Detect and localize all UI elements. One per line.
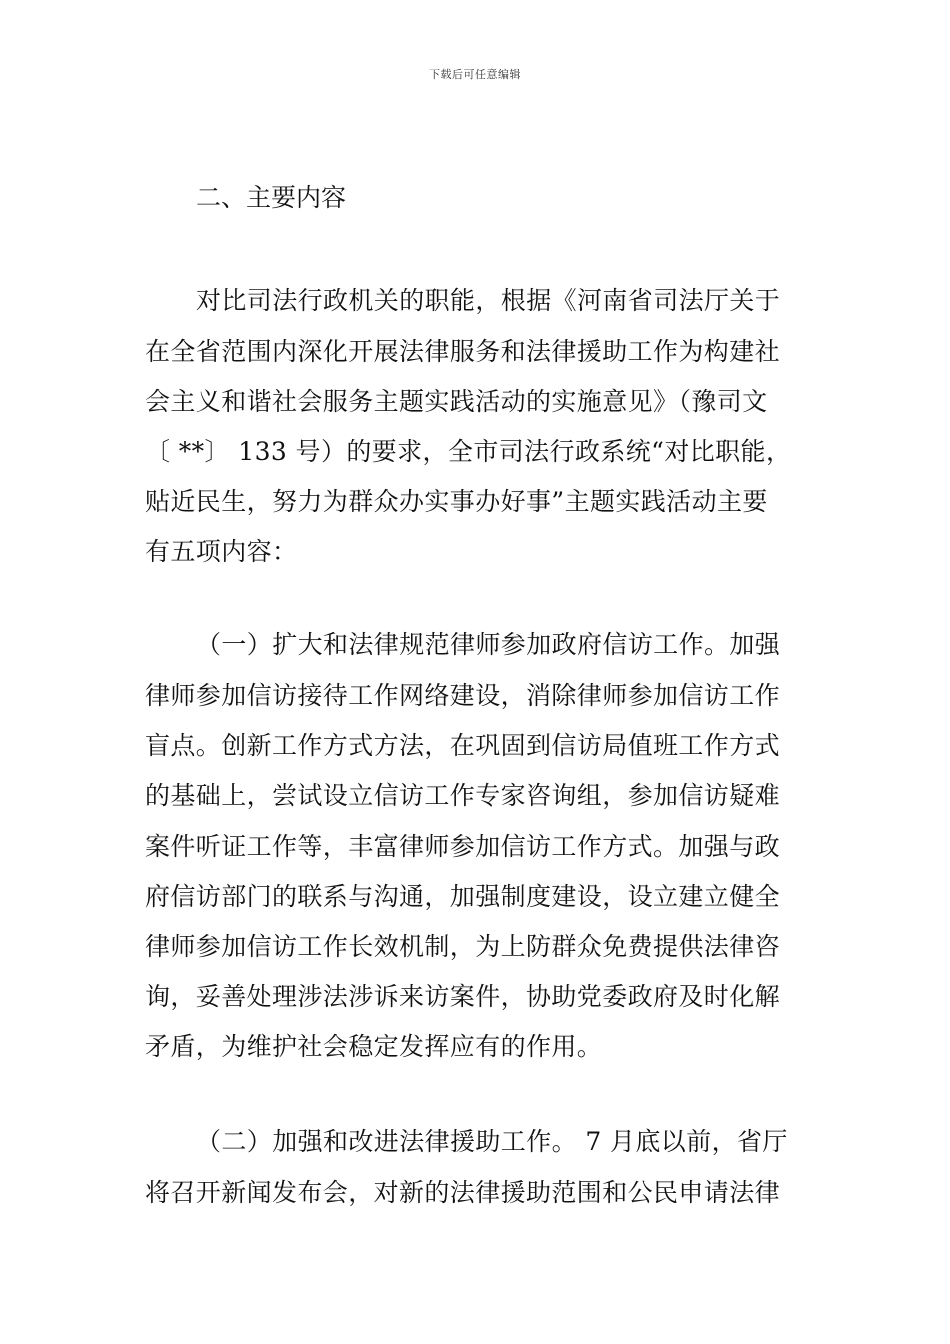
paragraph-line: 在全省范围内深化开展法律服务和法律援助工作为构建社 — [145, 337, 781, 366]
paragraph-line: 的基础上，尝试设立信访工作专家咨询组，参加信访疑难 — [145, 781, 781, 810]
paragraph-line: 将召开新闻发布会，对新的法律援助范围和公民申请法律 — [145, 1178, 781, 1207]
paragraph-line: 对比司法行政机关的职能，根据《河南省司法厅关于 — [196, 286, 781, 315]
paragraph-line: 律师参加信访工作长效机制，为上防群众免费提供法律咨 — [145, 932, 781, 961]
paragraph-line: 〔 **〕 133 号）的要求，全市司法行政系统“对比职能， — [145, 437, 792, 466]
paragraph-line: （一）扩大和法律规范律师参加政府信访工作。加强 — [196, 630, 781, 659]
header-note: 下载后可任意编辑 — [429, 68, 521, 81]
paragraph-line: 盲点。创新工作方式方法，在巩固到信访局值班工作方式 — [145, 731, 781, 760]
paragraph-line: 矛盾，为维护社会稳定发挥应有的作用。 — [145, 1032, 603, 1061]
paragraph-line: 有五项内容： — [145, 537, 298, 566]
paragraph-line: 贴近民生，努力为群众办实事办好事”主题实践活动主要 — [145, 487, 768, 516]
paragraph-line: 律师参加信访接待工作网络建设，消除律师参加信访工作 — [145, 681, 781, 710]
paragraph-line: 案件听证工作等，丰富律师参加信访工作方式。加强与政 — [145, 832, 781, 861]
paragraph-line: 府信访部门的联系与沟通，加强制度建设，设立建立健全 — [145, 882, 781, 911]
paragraph-line: （二）加强和改进法律援助工作。 7 月底以前，省厅 — [196, 1127, 788, 1156]
paragraph-line: 询，妥善处理涉法涉诉来访案件，协助党委政府及时化解 — [145, 982, 781, 1011]
section-title: 二、主要内容 — [196, 183, 347, 212]
paragraph-line: 会主义和谐社会服务主题实践活动的实施意见》（豫司文 — [145, 387, 768, 416]
